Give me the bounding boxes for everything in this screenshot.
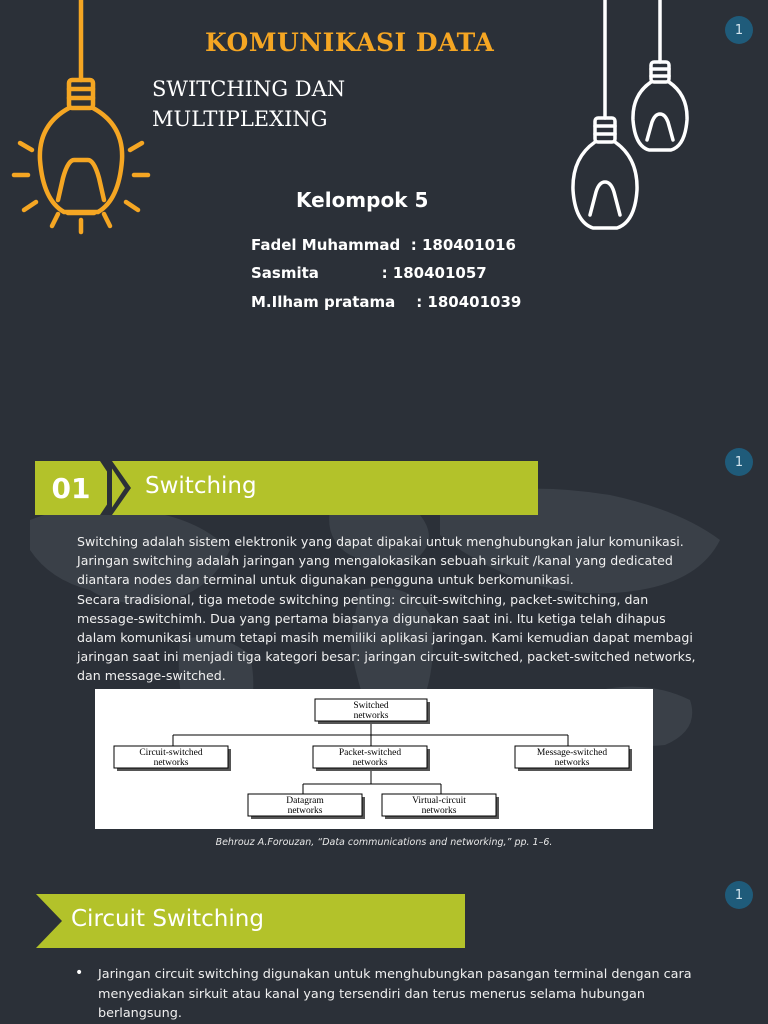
circuit-switching-slide [0, 865, 768, 1024]
page-number-badge: 1 [725, 881, 753, 909]
node-label: Datagram [286, 796, 324, 806]
node-label: networks [287, 806, 323, 816]
figure-caption: Behrouz A.Forouzan, “Data communications and networking,” pp. 1–6. [215, 837, 553, 848]
chevron-cutout [107, 461, 137, 515]
member-line: Fadel Muhammad : 180401016 [251, 236, 516, 254]
section-title: Switching [145, 473, 257, 499]
group-title: Kelompok 5 [296, 188, 429, 212]
node-label: Switched [353, 701, 389, 711]
title-slide [0, 0, 768, 440]
section-number: 01 [35, 461, 107, 515]
node-label: Circuit-switched [139, 748, 203, 758]
node-label: networks [353, 711, 389, 721]
node-label: networks [352, 758, 388, 768]
member-line: M.Ilham pratama : 180401039 [251, 293, 522, 311]
bullet-item: Jaringan circuit switching digunakan untuk menghubungkan pasangan terminal dengan cara menyediakan sirkuit atau kanal yang tersendiri dan terus menerus selama hubungan berlangsung. [98, 967, 692, 1022]
node-label: Virtual-circuit [412, 796, 466, 806]
node-label: networks [554, 758, 590, 768]
lightbulb-glowing-icon [8, 0, 158, 250]
page-number-badge: 1 [725, 448, 753, 476]
presentation-title: KOMUNIKASI DATA [205, 28, 495, 57]
page-number-badge: 1 [725, 16, 753, 44]
member-line: Sasmita : 180401057 [251, 264, 487, 282]
switching-slide [0, 440, 768, 865]
presentation-subtitle: SWITCHING DAN MULTIPLEXING [152, 77, 346, 131]
switched-networks-diagram [95, 689, 653, 829]
node-label: networks [153, 758, 189, 768]
node-label: networks [421, 806, 457, 816]
section-title: Circuit Switching [71, 906, 264, 932]
switching-paragraph: Switching adalah sistem elektronik yang dapat dipakai untuk menghubungkan jalur komunikasi. Jaringan switching adalah jaringan yang mengalokasikan sebuah sirkuit /kanal yang dedicated diantara nodes dan terminal untuk digunakan pengguna untuk berkomunikasi. Secara tradisional, tiga metode switching penting: circuit-switching, packet-switching, dan message-switchimh. Dua yang pertama biasanya digunakan saat ini. Itu ketiga telah dihapus dalam komunikasi umum tetapi masih memiliki aplikasi jaringan. Kami kemudian dapat membagi jaringan saat ini menjadi tiga kategori besar: jaringan circuit-switched, packet-switched networks, dan message-switched. [77, 534, 696, 684]
node-label: Packet-switched [338, 748, 402, 758]
lightbulb-outline-icons [560, 0, 700, 240]
diagram-svg [95, 689, 653, 829]
bullet-marker: • [75, 965, 84, 981]
node-label: Message-switched [536, 748, 608, 758]
